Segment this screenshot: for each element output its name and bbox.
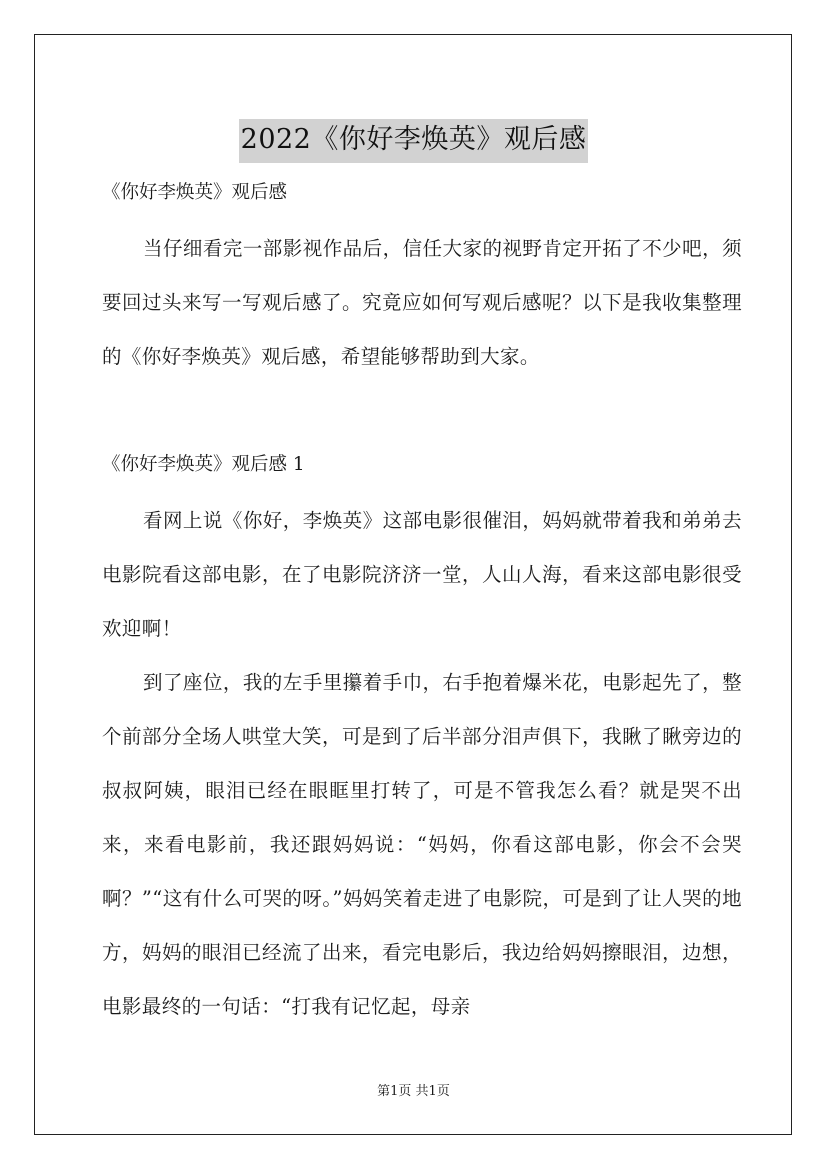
document-title: 2022《你好李焕英》观后感 bbox=[239, 119, 589, 163]
page-footer: 第1页 共1页 bbox=[377, 1084, 450, 1099]
document-subtitle: 《你好李焕英》观后感 bbox=[102, 182, 288, 203]
title-container bbox=[0, 101, 827, 181]
section-heading: 《你好李焕英》观后感 1 bbox=[102, 454, 305, 475]
body-paragraph: 看网上说《你好，李焕英》这部电影很催泪，妈妈就带着我和弟弟去电影院看这部电影，在了电影院济济一堂，人山人海，看来这部电影很受欢迎啊！ bbox=[102, 509, 742, 640]
body-paragraph: 到了座位，我的左手里攥着手巾，右手抱着爆米花，电影起先了，整个前部分全场人哄堂大笑，可是到了后半部分泪声俱下，我瞅了瞅旁边的叔叔阿姨，眼泪已经在眼眶里打转了，可是不管我怎么看？就是哭不出来，来看电影前，我还跟妈妈说：“妈妈，你看这部电影，你会不会哭啊？”“这有什么可哭的呀。”妈妈笑着走进了电影院，可是到了让人哭的地方，妈妈的眼泪已经流了出来，看完电影后，我边给妈妈擦眼泪，边想，电影最终的一句话：“打我有记忆起，母亲 bbox=[102, 671, 742, 1018]
intro-paragraph: 当仔细看完一部影视作品后，信任大家的视野肯定开拓了不少吧，须要回过头来写一写观后感了。究竟应如何写观后感呢？以下是我收集整理的《你好李焕英》观后感，希望能够帮助到大家。 bbox=[102, 237, 742, 368]
